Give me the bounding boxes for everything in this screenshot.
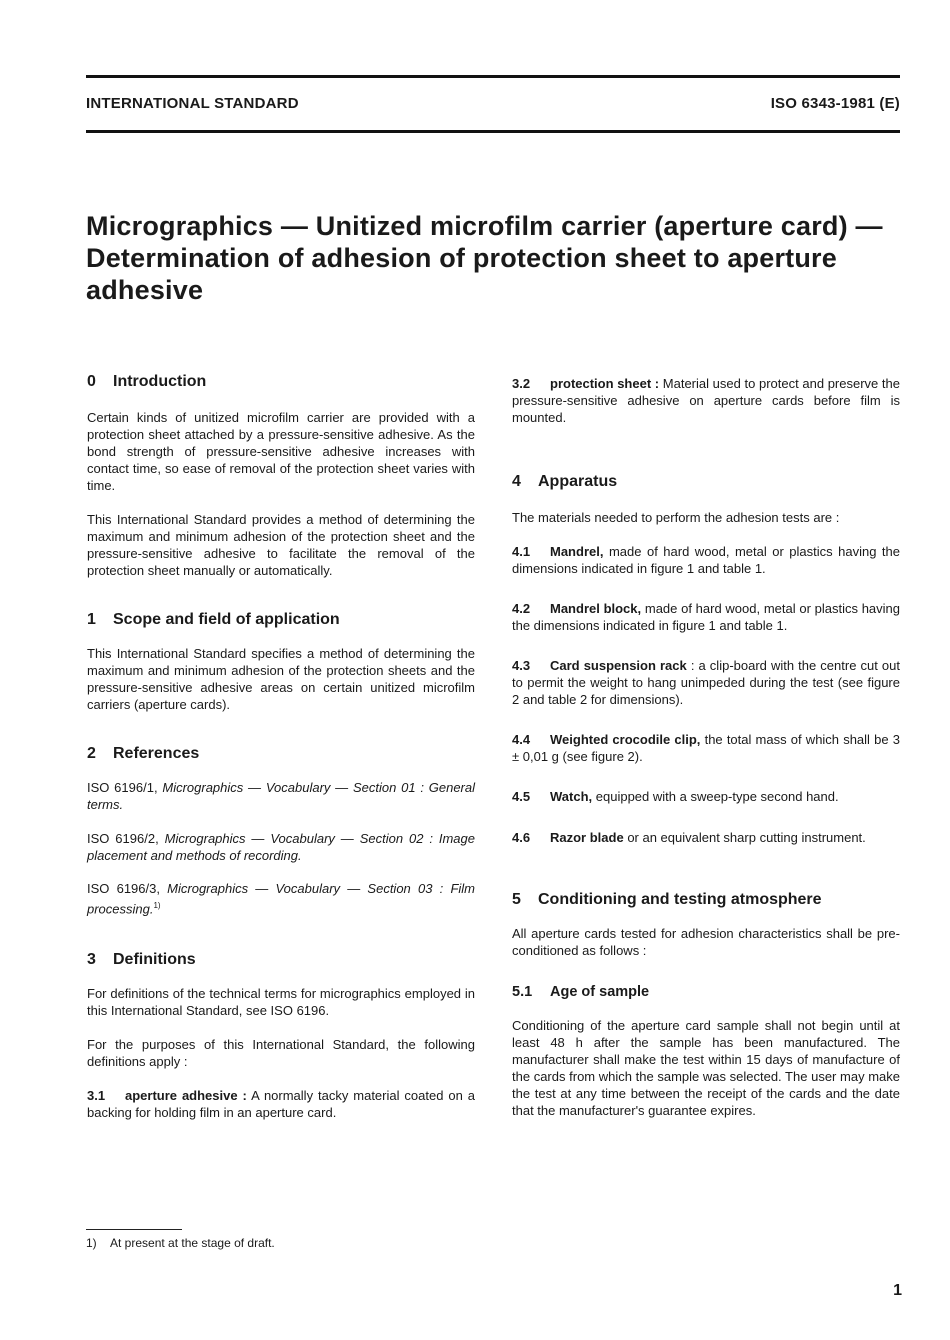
item-4-2-number: 4.2 [512,601,531,616]
scope-paragraph: This International Standard specifies a method of determining the maximum and minimum adhesion of the protection sheets and the pressure-sensitive adhesive areas on certain unitized microfilm carriers (aperture cards). [87,646,475,712]
right-column [512,372,900,1119]
conditioning-intro: All aperture cards tested for adhesion characteristics shall be pre-conditioned as follows : [512,926,900,958]
reference-item-3 [87,880,475,917]
apparatus-item-4-6 [512,829,900,846]
definition-3-2-text: Material used to protect and preserve the pressure-sensitive adhesive on aperture cards before film is mounted. [512,376,900,425]
footnote [86,1236,275,1250]
definition-3-1-text: A normally tacky material coated on a backing for holding film in an aperture card. [87,1088,475,1121]
section-2-heading [87,744,475,764]
definition-3-2 [512,375,900,426]
section-3-heading [87,950,475,970]
item-4-3-text: : a clip-board with the centre cut out to permit the weight to hang unimpeded during the test (see figure 2 and table 2 for dimensions). [512,658,900,707]
footnote-ref-mark: 1) [153,901,161,910]
left-column [87,372,475,1121]
reference-3-code: ISO 6196/3, [87,881,160,896]
footnote-mark: 1) [86,1236,97,1250]
subsection-5-1-number: 5.1 [512,984,533,1000]
item-4-3-term: Card suspension rack [550,658,687,673]
section-1-heading [87,610,475,630]
item-4-2-term: Mandrel block, [550,601,642,616]
subsection-5-1-heading [512,982,900,1002]
reference-1-title: Micrographics — Vocabulary — Section 01 : General terms. [87,780,475,812]
item-4-5-number: 4.5 [512,789,531,804]
section-5-heading [512,890,900,910]
section-1-title: Scope and field of application [113,611,340,628]
section-0-number: 0 [87,373,96,390]
item-4-3-number: 4.3 [512,658,531,673]
apparatus-intro: The materials needed to perform the adhesion tests are : [512,510,840,525]
header-bottom-rule [86,130,900,133]
section-1-number: 1 [87,611,96,628]
section-3-title: Definitions [113,951,196,969]
footnote-text: At present at the stage of draft. [110,1236,275,1250]
item-4-6-term: Razor blade [550,830,624,845]
reference-2-code: ISO 6196/2, [87,831,159,846]
definitions-paragraph-2: For the purposes of this International Standard, the following definitions apply : [87,1037,475,1070]
definition-3-2-term: protection sheet : [550,376,660,391]
definition-3-1-number: 3.1 [87,1088,106,1104]
apparatus-item-4-2 [512,600,900,634]
reference-3-title: Micrographics — Vocabulary — Section 03 : Film processing. [87,881,475,917]
section-2-title: References [113,745,200,762]
definitions-paragraph-1: For definitions of the technical terms for micrographics employed in this International Standard, see ISO 6196. [87,986,475,1019]
section-4-title: Apparatus [538,473,618,490]
header-top-rule [86,75,900,78]
item-4-1-term: Mandrel, [550,544,604,559]
intro-paragraph-2: This International Standard provides a method of determining the maximum and minimum adhesion of the protection sheet and the pressure-sensitive adhesive to facilitate the removal of the protection sheet manually or automatically. [87,512,475,578]
item-4-1-text: made of hard wood, metal or plastics having the dimensions indicated in figure 1 and table 1. [512,544,900,576]
item-4-4-term: Weighted crocodile clip, [550,732,701,747]
document-title: Micrographics — Unitized microfilm carrier (aperture card) — Determination of adhesion of protection sheet to aperture adhesive [86,211,883,305]
reference-item-1 [87,779,475,813]
item-4-2-text: made of hard wood, metal or plastics having the dimensions indicated in figure 1 and table 1. [512,601,900,633]
age-of-sample-paragraph: Conditioning of the aperture card sample shall not begin until at least 48 h after the sample has been manufactured. The manufacturer shall make the test within 15 days of manufacture of the cards from which the sample was selected. The user may make the test at any time between the receipt of the cards and the date that the manufacturer's guarantee expires. [512,1018,900,1118]
reference-2-title: Micrographics — Vocabulary — Section 02 : Image placement and methods of recording. [87,831,475,863]
reference-item-2 [87,830,475,864]
item-4-1-number: 4.1 [512,544,531,559]
apparatus-item-4-4 [512,731,900,765]
apparatus-item-4-3 [512,657,900,708]
item-4-5-text: equipped with a sweep-type second hand. [595,789,839,804]
intro-paragraph-1: Certain kinds of unitized microfilm carrier are provided with a protection sheet attached by a pressure-sensitive adhesive. As the bond strength of pressure-sensitive adhesive increases with contact time, so ease of removal of the protection sheet varies with time. [87,410,475,493]
section-5-number: 5 [512,891,521,908]
definition-3-1-term: aperture adhesive : [125,1088,247,1104]
footnote-rule [86,1229,182,1230]
item-4-6-text: or an equivalent sharp cutting instrument. [627,830,866,845]
section-0-heading [87,372,475,392]
item-4-6-number: 4.6 [512,830,531,845]
header-left: INTERNATIONAL STANDARD [86,95,299,112]
definition-3-1 [87,1087,475,1121]
page-number: 1 [893,1282,902,1299]
section-4-number: 4 [512,473,521,490]
section-2-number: 2 [87,745,96,762]
section-4-heading [512,472,900,492]
header-right: ISO 6343-1981 (E) [770,95,900,112]
apparatus-item-4-5 [512,788,900,805]
item-4-4-text: the total mass of which shall be 3 ± 0,01 g (see figure 2). [512,732,900,764]
section-5-title: Conditioning and testing atmosphere [538,891,822,908]
item-4-4-number: 4.4 [512,732,531,747]
reference-1-code: ISO 6196/1, [87,780,158,795]
section-0-title: Introduction [113,373,207,390]
apparatus-item-4-1 [512,543,900,577]
subsection-5-1-title: Age of sample [550,984,650,1000]
section-3-number: 3 [87,951,96,969]
item-4-5-term: Watch, [550,789,593,804]
definition-3-2-number: 3.2 [512,376,531,391]
